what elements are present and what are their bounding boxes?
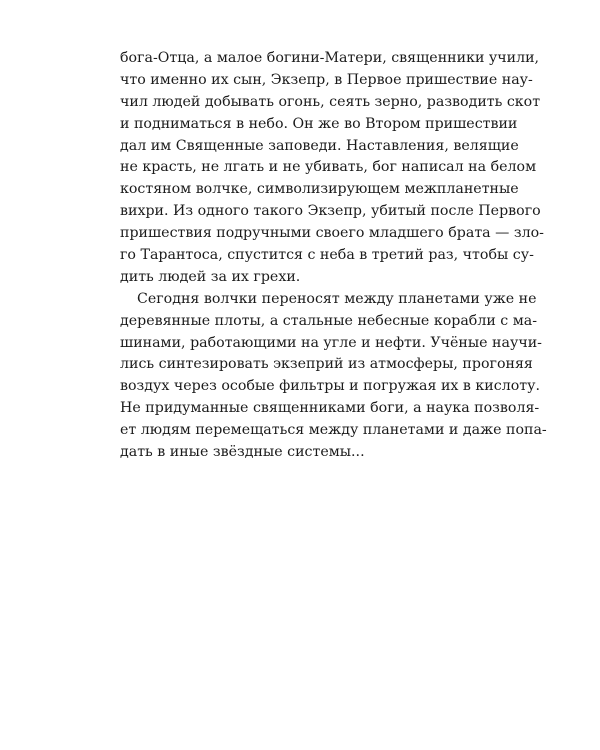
text-line: бога-Отца, а малое богини-Матери, священники учили, bbox=[120, 50, 540, 66]
body-text bbox=[120, 48, 547, 464]
text-line: шинами, работающими на угле и нефти. Учёные научи- bbox=[120, 334, 542, 351]
paragraph-2 bbox=[120, 289, 547, 464]
text-line: воздух через особые фильтры и погружая их в кислоту. bbox=[120, 378, 540, 395]
text-line: Сегодня волчки переносят между планетами уже не bbox=[137, 290, 537, 307]
text-line: Не придуманные священниками боги, а наука позволя- bbox=[120, 400, 540, 417]
text-line: и подниматься в небо. Он же во Втором пришествии bbox=[120, 115, 518, 132]
text-line: пришествия подручными своего младшего брата — зло- bbox=[120, 225, 544, 242]
text-line: не красть, не лгать и не убивать, бог написал на белом bbox=[120, 159, 537, 176]
text-line: что именно их сын, Экзепр, в Первое пришествие нау- bbox=[120, 71, 533, 88]
text-line: дить людей за их грехи. bbox=[120, 268, 301, 285]
text-line: костяном волчке, символизирующем межпланетные bbox=[120, 181, 519, 198]
text-line: дать в иные звёздные системы... bbox=[120, 444, 365, 461]
text-line: ет людям перемещаться между планетами и даже попа- bbox=[120, 422, 547, 439]
paragraph-1 bbox=[120, 48, 544, 289]
text-line: деревянные плоты, а стальные небесные корабли с ма- bbox=[120, 312, 538, 329]
text-line: дал им Священные заповеди. Наставления, велящие bbox=[120, 137, 519, 154]
text-line: лись синтезировать экзеприй из атмосферы, прогоняя bbox=[120, 356, 533, 373]
text-line: вихри. Из одного такого Экзепр, убитый после Первого bbox=[120, 203, 541, 220]
text-line: чил людей добывать огонь, сеять зерно, разводить скот bbox=[120, 93, 541, 110]
text-line: го Тарантоса, спустится с неба в третий раз, чтобы су- bbox=[120, 247, 534, 264]
